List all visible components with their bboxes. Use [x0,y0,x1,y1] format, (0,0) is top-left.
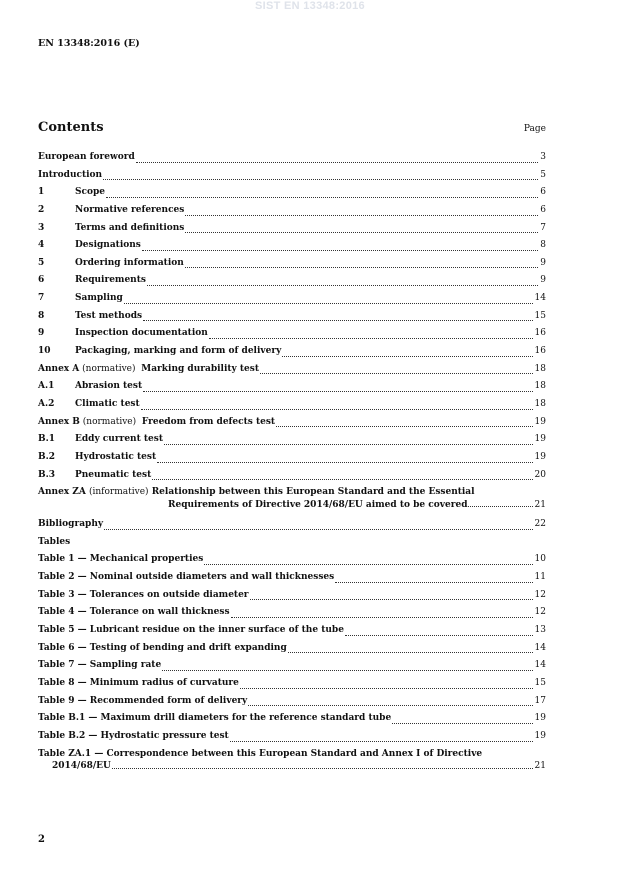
dot-leader [345,635,533,636]
table-list-page: 14 [534,642,546,653]
toc-entry-title: Normative references [75,204,185,215]
toc-entry-title: Requirements [75,275,146,286]
table-list-page: 10 [534,554,546,565]
table-list-title-continued: 2014/68/EU [52,761,111,771]
toc-entry-title: Terms and definitions [75,222,185,233]
toc-entry-page: 22 [534,519,546,530]
annex-prefix: Annex B [38,416,80,427]
dot-leader [104,529,532,530]
toc-entry-number: A.2 [38,398,55,409]
page-number: 2 [38,834,45,845]
toc-entry[interactable] [38,149,546,167]
toc-entry-page: 9 [540,257,546,268]
toc-entry[interactable] [38,308,546,326]
toc-entry-page: 19 [534,451,546,462]
dot-leader [335,582,532,583]
toc-entry[interactable] [38,361,546,379]
dot-leader [230,741,533,742]
toc-entry-number: B.1 [38,434,56,445]
toc-entry-title: Introduction [38,169,103,180]
dot-leader [124,303,533,304]
dot-leader [260,373,533,374]
table-list-title: Table 7 — Sampling rate [38,660,162,671]
dot-leader [209,338,533,339]
toc-entry-title: European foreword [38,151,135,162]
table-list-line [38,760,546,773]
toc-entry[interactable] [38,184,546,202]
table-list-title: Table 2 — Nominal outside diameters and wall thicknesses [38,572,335,583]
dot-leader [152,479,532,480]
table-list-entry[interactable] [38,746,546,778]
watermark: SIST EN 13348:2016 [255,0,365,12]
toc-entry-title: Relationship between this European Standard and the Essential [151,487,475,498]
toc-entry[interactable] [38,449,546,467]
toc-entry[interactable] [38,237,546,255]
table-list-title: Table 6 — Testing of bending and drift expanding [38,642,287,653]
dot-leader [231,617,533,618]
toc-entry-page: 9 [540,275,546,286]
table-list-entry[interactable] [38,622,546,640]
annex-kind: (normative) [82,363,136,374]
dot-leader [185,267,538,268]
toc-entry-number: 4 [38,240,45,251]
annex-kind: (informative) [89,487,149,498]
toc-entry-title: Scope [75,187,106,198]
toc-entry-page: 7 [540,222,546,233]
toc-entry-title: Inspection documentation [75,328,208,339]
toc-entry[interactable] [38,516,546,534]
toc-entry-title: Eddy current test [75,434,163,445]
dot-leader [185,215,538,216]
table-list-entry[interactable] [38,675,546,693]
dot-leader [185,232,538,233]
dot-leader [157,462,532,463]
toc-entry-page: 14 [534,293,546,304]
toc-entry-page: 15 [534,310,546,321]
table-list-entry[interactable] [38,551,546,569]
toc-entry-line [38,499,546,512]
toc-entry-number: B.3 [38,469,56,480]
dot-leader [162,670,532,671]
toc-entry-page: 16 [534,346,546,357]
toc-entry[interactable] [38,272,546,290]
toc-entry[interactable] [38,378,546,396]
toc-entry[interactable] [38,290,546,308]
table-list-title: Table B.2 — Hydrostatic pressure test [38,730,229,741]
table-list-page: 19 [534,730,546,741]
toc-entry-page: 19 [534,416,546,427]
toc-entry-page: 18 [534,398,546,409]
toc-entry[interactable] [38,414,546,432]
toc-entry[interactable] [38,255,546,273]
dot-leader [204,564,532,565]
dot-leader [147,285,538,286]
toc-entry-page: 19 [534,434,546,445]
table-list-title: Table 5 — Lubricant residue on the inner surface of the tube [38,625,344,635]
table-list-page: 19 [534,713,546,724]
dot-leader [288,652,533,653]
dot-leader [141,409,533,410]
dot-leader [112,768,533,769]
document-id: EN 13348:2016 (E) [38,38,140,49]
toc-entry-page: 5 [540,169,546,180]
table-list-page: 17 [534,695,546,706]
dot-leader [164,444,533,445]
toc-entry[interactable] [38,343,546,361]
toc-entry-number: 9 [38,328,45,339]
table-list-title: Table 1 — Mechanical properties [38,554,204,565]
toc-entry-page: 6 [540,204,546,215]
toc-entry-title: Climatic test [75,398,140,409]
dot-leader [240,688,533,689]
table-list-entry[interactable] [38,569,546,587]
table-list-entry[interactable] [38,728,546,746]
table-list-title: Table 4 — Tolerance on wall thickness [38,607,230,618]
toc-entry[interactable] [38,396,546,414]
table-list-title: Table 3 — Tolerances on outside diameter [38,589,249,600]
annex-prefix: Annex A [38,363,80,374]
toc-entry-number: B.2 [38,451,56,462]
toc-entry-page: 16 [534,328,546,339]
table-list-entry[interactable] [38,604,546,622]
table-list-entry[interactable] [38,693,546,711]
table-list-entry[interactable] [38,657,546,675]
tables-heading: Tables [38,536,71,547]
dot-leader [250,599,533,600]
table-list-title: Table 9 — Recommended form of delivery [38,695,248,706]
table-list-page: 14 [534,660,546,671]
toc-entry-title: Hydrostatic test [75,451,157,462]
toc-entry-title: Pneumatic test [75,469,152,480]
toc-entry[interactable] [38,484,546,516]
toc-entry-page: 18 [534,363,546,374]
toc-entry-page: 8 [540,240,546,251]
dot-leader [103,179,538,180]
toc-entry-title: Designations [75,240,141,251]
toc-entry-number: 10 [38,346,51,357]
contents-heading: Contents [38,120,104,135]
dot-leader [142,250,538,251]
toc-entry-number: 8 [38,310,45,321]
table-of-contents [38,149,546,778]
toc-entry-page: 3 [540,151,546,162]
dot-leader [136,162,538,163]
table-list-page: 15 [534,677,546,688]
table-list-page: 12 [534,589,546,600]
toc-entry-number: 7 [38,293,45,304]
toc-entry-title: Test methods [75,310,143,321]
toc-entry-title: Sampling [75,293,123,304]
toc-entry-number: 6 [38,275,45,286]
table-list-entry[interactable] [38,710,546,728]
toc-entry-number: 1 [38,187,45,198]
toc-entry[interactable] [38,220,546,238]
table-list-title: Table 8 — Minimum radius of curvature [38,677,239,688]
table-list-page: 21 [534,761,546,771]
toc-entry-title: Packaging, marking and form of delivery [75,346,282,357]
dot-leader [282,356,532,357]
table-list-page: 12 [534,607,546,618]
toc-entry-title-continued: Requirements of Directive 2014/68/EU aimed to be covered [168,499,468,510]
toc-entry[interactable] [38,467,546,485]
toc-entry-page: 6 [540,187,546,198]
table-list-title: Table ZA.1 — Correspondence between this European Standard and Annex I of Directive [38,748,483,759]
dot-leader [106,197,538,198]
dot-leader [392,723,532,724]
table-list-entry[interactable] [38,640,546,658]
toc-entry-title: Marking durability test [141,363,259,374]
annex-kind: (normative) [82,416,137,427]
toc-entry[interactable] [38,202,546,220]
toc-entry-title: Freedom from defects test [141,416,276,427]
dot-leader [468,506,532,507]
table-list-entry[interactable] [38,587,546,605]
toc-entry-title: Abrasion test [75,381,143,392]
annex-prefix: Annex ZA [38,487,86,498]
table-list-title: Table B.1 — Maximum drill diameters for the reference standard tube [38,713,392,724]
toc-entry-title: Bibliography [38,519,104,530]
dot-leader [248,705,532,706]
dot-leader [276,426,532,427]
toc-entry-number: 5 [38,257,45,268]
toc-entry-title: Ordering information [75,257,184,268]
toc-entry-number: A.1 [38,381,55,392]
toc-entry-number: 3 [38,222,45,233]
dot-leader [143,391,532,392]
toc-entry-number: 2 [38,204,45,215]
page-column-heading: Page [523,124,546,134]
toc-entry[interactable] [38,167,546,185]
table-list-page: 13 [534,625,546,635]
toc-entry[interactable] [38,431,546,449]
table-list-page: 11 [534,572,546,583]
toc-entry-page: 18 [534,381,546,392]
dot-leader [143,320,532,321]
table-list-line [38,748,546,761]
toc-entry-page: 20 [534,469,546,480]
toc-entry-line [38,486,546,499]
toc-entry[interactable] [38,325,546,343]
toc-entry-page: 21 [534,499,546,510]
